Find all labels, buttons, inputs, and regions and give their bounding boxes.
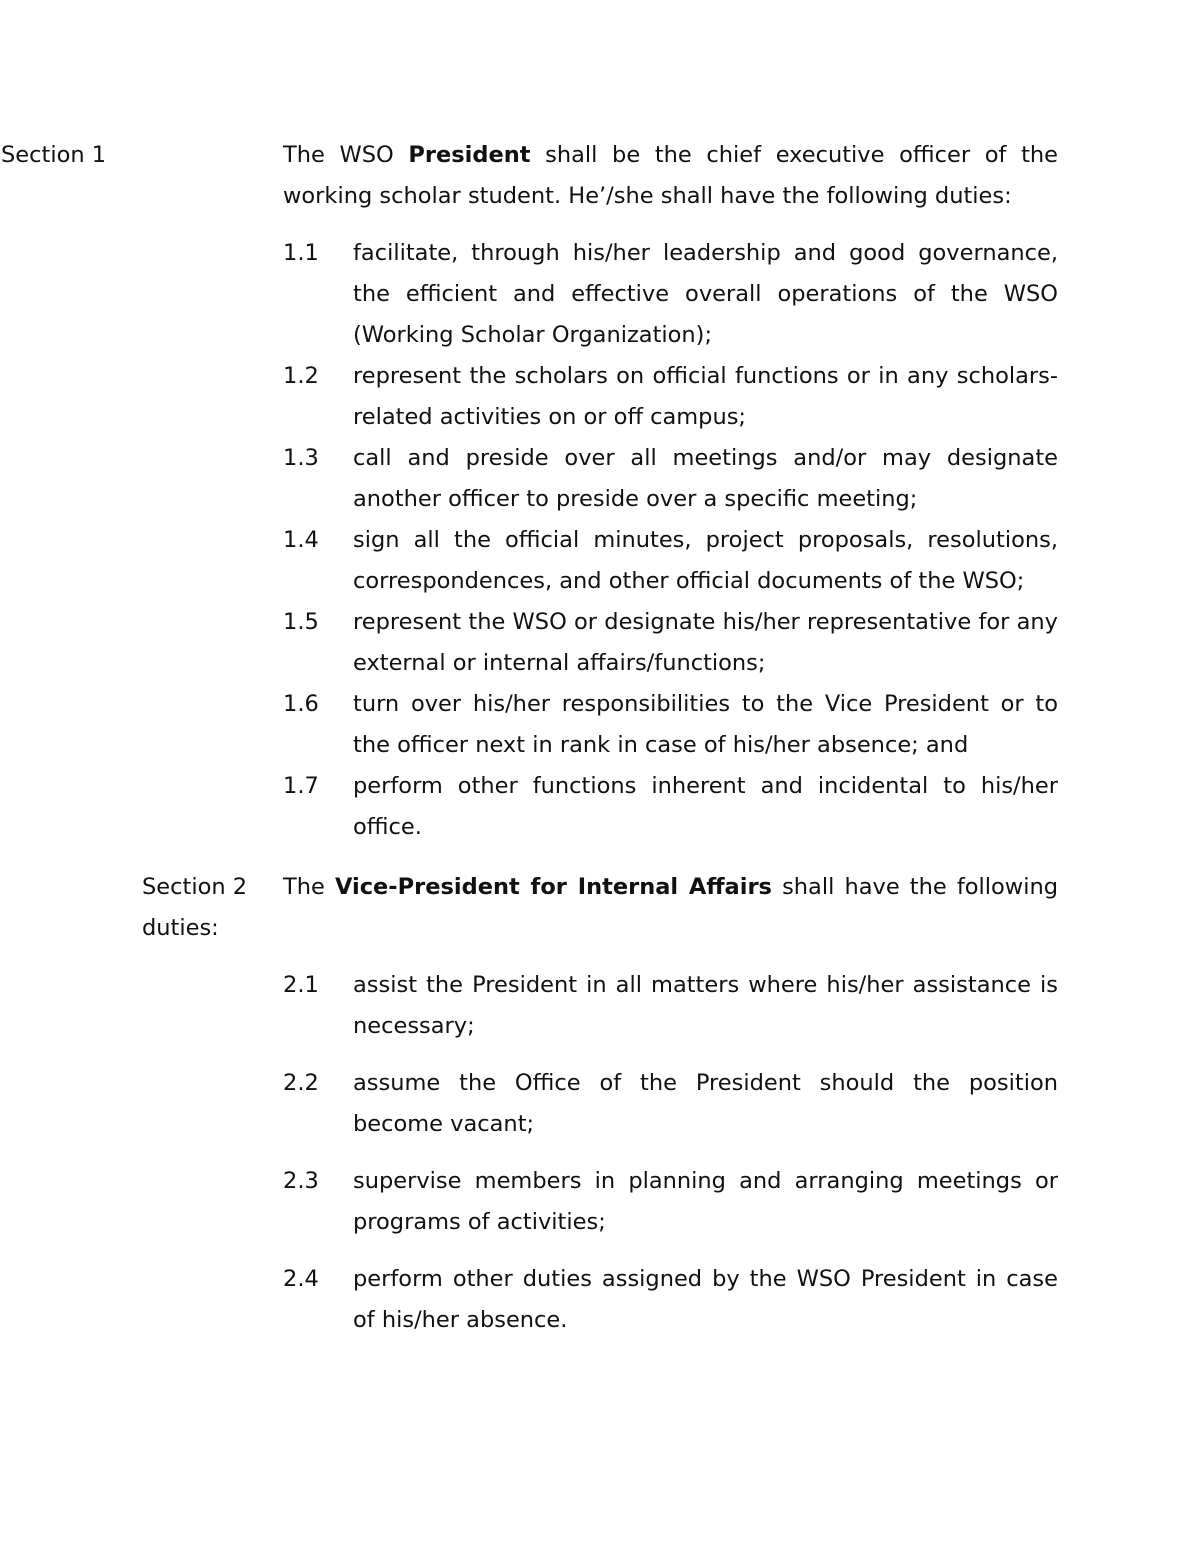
item-text: facilitate, through his/her leadership and good governance, the efficient and effective overall operations of the WSO (Working Scholar Organization); [353, 240, 1058, 348]
item-number: 1.7 [283, 773, 319, 799]
section-2-intro [142, 867, 1058, 949]
section-1-intro-pre: The WSO [283, 142, 409, 168]
section-1-title-bold: President [408, 142, 531, 168]
item-number: 1.4 [283, 527, 319, 553]
item-text: turn over his/her responsibilities to the Vice President or to the officer next in rank in case of his/her absence; and [353, 691, 1058, 758]
item-text: supervise members in planning and arranging meetings or programs of activities; [353, 1168, 1058, 1235]
list-item [142, 1259, 1058, 1341]
section-2 [142, 867, 1058, 1357]
item-text: perform other functions inherent and incidental to his/her office. [353, 773, 1058, 840]
item-number: 1.1 [283, 240, 319, 266]
list-item [142, 233, 1058, 356]
item-text: represent the WSO or designate his/her representative for any external or internal affairs/functions; [353, 609, 1058, 676]
item-text: assume the Office of the President should the position become vacant; [353, 1070, 1058, 1137]
item-number: 2.1 [283, 972, 319, 998]
item-text: perform other duties assigned by the WSO President in case of his/her absence. [353, 1266, 1058, 1333]
list-item [142, 602, 1058, 684]
section-2-duties-list [142, 965, 1058, 1341]
item-number: 2.4 [283, 1266, 319, 1292]
item-number: 1.5 [283, 609, 319, 635]
list-item [142, 684, 1058, 766]
item-number: 2.2 [283, 1070, 319, 1096]
list-item [142, 520, 1058, 602]
list-item [142, 965, 1058, 1047]
item-number: 1.2 [283, 363, 319, 389]
item-number: 1.6 [283, 691, 319, 717]
list-item [142, 1161, 1058, 1243]
section-1-intro-post: shall be the chief executive officer of the working scholar student. He’/she shall have the following duties: [283, 142, 1059, 209]
item-number: 1.3 [283, 445, 319, 471]
list-item [142, 356, 1058, 438]
section-1-intro [1, 135, 1059, 217]
section-1 [1, 135, 1059, 848]
section-1-label: Section 1 [1, 142, 107, 168]
item-text: sign all the official minutes, project proposals, resolutions, correspondences, and other official documents of the WSO; [353, 527, 1058, 594]
section-2-intro-pre: The [283, 874, 335, 900]
item-text: call and preside over all meetings and/or may designate another officer to preside over a specific meeting; [353, 445, 1058, 512]
section-2-label: Section 2 [142, 874, 248, 900]
list-item [142, 438, 1058, 520]
list-item [142, 1063, 1058, 1145]
section-2-title-bold: Vice-President for Internal Affairs [334, 874, 772, 900]
section-2-intro-post: shall have the following duties: [142, 874, 1059, 941]
item-number: 2.3 [283, 1168, 319, 1194]
section-1-duties-list [142, 233, 1058, 848]
item-text: represent the scholars on official functions or in any scholars-related activities on or off campus; [353, 363, 1058, 430]
item-text: assist the President in all matters where his/her assistance is necessary; [353, 972, 1058, 1039]
list-item [142, 766, 1058, 848]
